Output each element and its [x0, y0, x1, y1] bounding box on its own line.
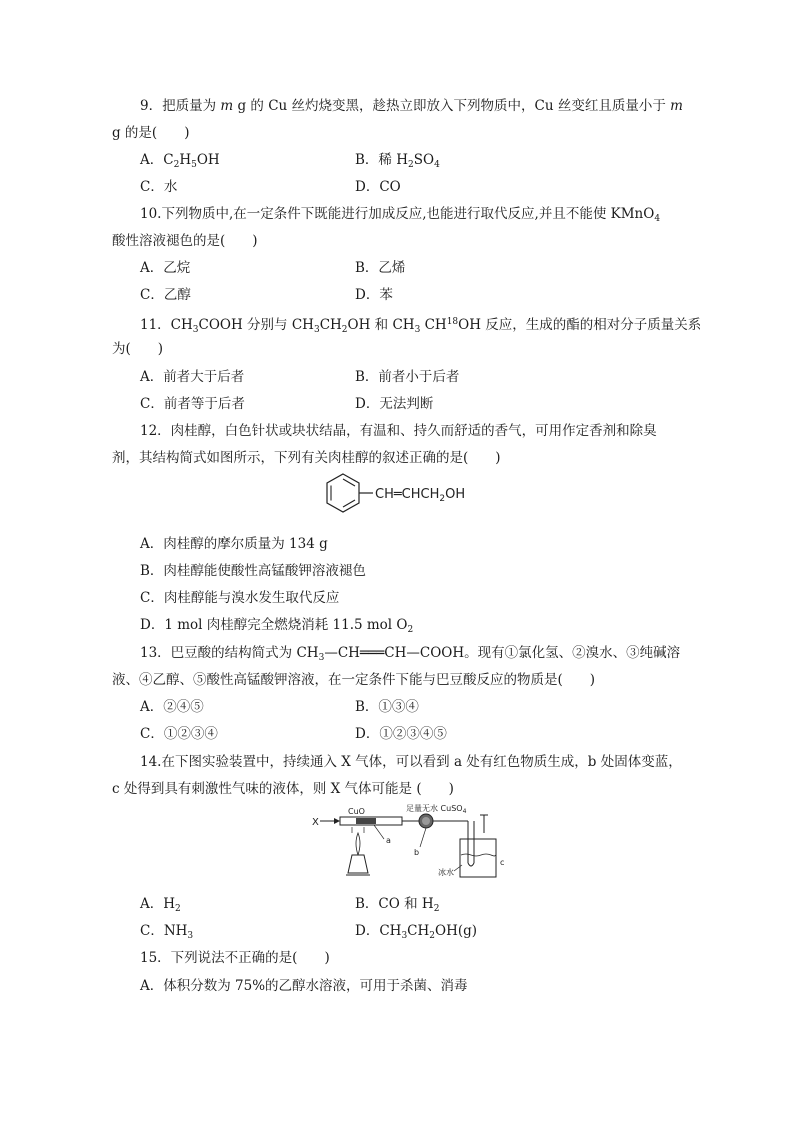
q12-option-a: A．肉桂醇的摩尔质量为 134 g	[140, 536, 328, 552]
q10-option-a: A．乙烷	[140, 260, 191, 276]
q10-option-c: C．乙醇	[140, 287, 191, 303]
q10-option-d: D．苯	[355, 287, 393, 303]
q13-stem-line2: 液、④乙醇、⑤酸性高锰酸钾溶液，在一定条件下能与巴豆酸反应的物质是( )	[112, 672, 596, 688]
q12-stem-line2: 剂，其结构简式如图所示，下列有关肉桂醇的叙述正确的是( )	[112, 450, 501, 466]
q12-stem-line1: 12．肉桂醇，白色针状或块状结晶，有温和、持久而舒适的香气，可用作定香剂和除臭	[140, 423, 657, 439]
q11-stem-line2: 为( )	[112, 341, 164, 357]
cuo-label: CuO	[348, 807, 365, 816]
q11-stem-line1: 11．$CH_3COOH$ 分别与 $CH_3CH_2OH$ 和 $CH_3$ CH$^{18}$OH 反应，生成的酯的相对分子质量关系	[140, 317, 702, 335]
q13-stem-line1: 13．巴豆酸的结构简式为 $CH_3—CH═══CH—COOH$。现有①氯化氢、②溴水、③纯碱溶	[140, 645, 681, 663]
q10-option-b: B．乙烯	[355, 260, 406, 276]
q11-option-b: B．前者小于后者	[355, 369, 460, 385]
q12-option-b: B．肉桂醇能使酸性高锰酸钾溶液褪色	[140, 563, 366, 579]
q9-option-c: C．水	[140, 179, 178, 195]
q13-option-b: B．①③④	[355, 699, 419, 715]
q14-option-d: D．$CH_3CH_2OH(g)$	[355, 923, 478, 941]
q12-option-d: D．1 mol 肉桂醇完全燃烧消耗 11.5 mol $O_2$	[140, 617, 414, 635]
q12-option-c: C．肉桂醇能与溴水发生取代反应	[140, 590, 340, 606]
q15-stem-line1: 15．下列说法不正确的是( )	[140, 950, 330, 966]
cuso4-label: 足量无水 CuSO$_4$	[406, 804, 467, 815]
q13-option-c: C．①②③④	[140, 726, 218, 742]
q9-stem-line1: 9．把质量为 m g 的 Cu 丝灼烧变黑，趁热立即放入下列物质中，Cu 丝变红且质量小于 m	[140, 98, 683, 114]
q9-option-b: B．稀 $H_2SO_4$	[355, 152, 440, 170]
apparatus-figure	[308, 803, 528, 885]
q11-option-d: D．无法判断	[355, 396, 434, 412]
q9-stem-line2: g 的是( )	[112, 125, 190, 141]
q14-option-c: C．$NH_3$	[140, 923, 194, 941]
q10-stem-line1: 10.下列物质中,在一定条件下既能进行加成反应,也能进行取代反应,并且不能使 KMnO$_4$	[140, 206, 661, 224]
q10-stem-line2: 酸性溶液褪色的是( )	[112, 233, 258, 249]
label-c: c	[500, 858, 505, 867]
q13-option-d: D．①②③④⑤	[355, 726, 447, 742]
q14-stem-line1: 14.在下图实验装置中，持续通入 X 气体，可以看到 a 处有红色物质生成，b 处固体变蓝，	[140, 754, 682, 770]
cinnamyl-alcohol-structure	[325, 472, 505, 518]
q14-stem-line2: c 处得到具有刺激性气味的液体，则 X 气体可能是 ( )	[112, 781, 454, 797]
q9-option-a: A．$C_2H_5OH$	[140, 152, 220, 170]
ice-water-label: 冰水	[438, 868, 454, 877]
q14-option-a: A．$H_2$	[140, 896, 181, 914]
label-a: a	[386, 836, 391, 845]
q15-option-a: A．体积分数为 75%的乙醇水溶液，可用于杀菌、消毒	[140, 978, 468, 994]
q9-option-d: D．CO	[355, 179, 401, 195]
svg-text:CH═CHCH2OH: $CH═CHCH_2OH$	[375, 487, 466, 504]
q11-option-a: A．前者大于后者	[140, 369, 245, 385]
structure-chain-text: CH═CHCH	[375, 487, 440, 502]
q11-option-c: C．前者等于后者	[140, 396, 245, 412]
x-gas-label: X	[312, 817, 319, 828]
label-b: b	[414, 848, 420, 857]
q14-option-b: B．CO 和 $H_2$	[355, 896, 440, 914]
q13-option-a: A．②④⑤	[140, 699, 204, 715]
